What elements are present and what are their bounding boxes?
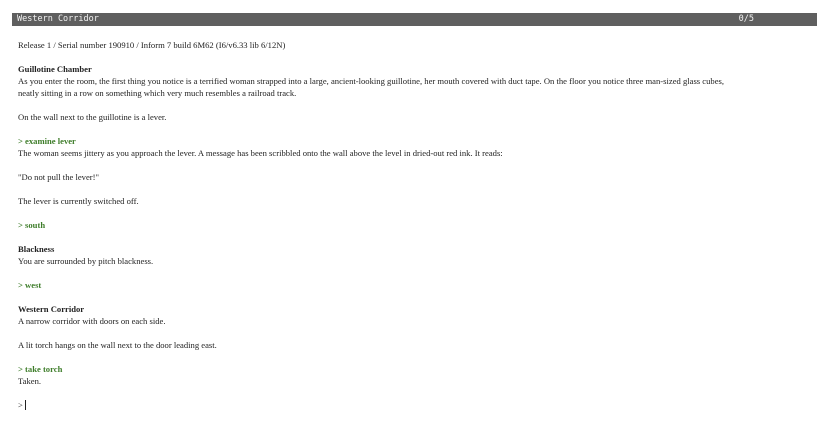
status-location: Western Corridor bbox=[17, 14, 99, 24]
prompt-symbol: > bbox=[18, 400, 23, 410]
response-text: Taken. bbox=[18, 376, 42, 386]
room-description-line: You are surrounded by pitch blackness. bbox=[18, 256, 154, 266]
status-bar bbox=[12, 13, 817, 26]
response-quote: "Do not pull the lever!" bbox=[18, 172, 99, 182]
room-description-line: A narrow corridor with doors on each side. bbox=[18, 316, 166, 326]
status-score: 0/5 bbox=[738, 14, 754, 24]
room-title-western-corridor: Western Corridor bbox=[18, 304, 85, 314]
response-text: The woman seems jittery as you approach the lever. A message has been scribbled onto the wall above the level in dried-out red ink. It reads: bbox=[18, 148, 503, 158]
room-detail-text: A lit torch hangs on the wall next to the door leading east. bbox=[18, 340, 217, 350]
player-command: > take torch bbox=[18, 364, 63, 374]
player-command: > west bbox=[18, 280, 42, 290]
game-transcript bbox=[18, 39, 818, 411]
player-command: > examine lever bbox=[18, 136, 76, 146]
room-title-blackness: Blackness bbox=[18, 244, 55, 254]
game-banner: Release 1 / Serial number 190910 / Inform 7 build 6M62 (I6/v6.33 lib 6/12N) bbox=[18, 40, 286, 50]
response-text: The lever is currently switched off. bbox=[18, 196, 139, 206]
command-input[interactable] bbox=[26, 400, 726, 411]
room-description-line: As you enter the room, the first thing you notice is a terrified woman strapped into a large, ancient-looking guillotine, her mouth covered with duct tape. On the floor you notice three man-sized glass cubes, bbox=[18, 76, 725, 86]
room-detail-text: On the wall next to the guillotine is a lever. bbox=[18, 112, 167, 122]
player-command: > south bbox=[18, 220, 46, 230]
command-prompt-line[interactable] bbox=[18, 399, 818, 411]
room-description-line: neatly sitting in a row on something which very much resembles a railroad track. bbox=[18, 88, 297, 98]
room-title-guillotine-chamber: Guillotine Chamber bbox=[18, 64, 92, 74]
